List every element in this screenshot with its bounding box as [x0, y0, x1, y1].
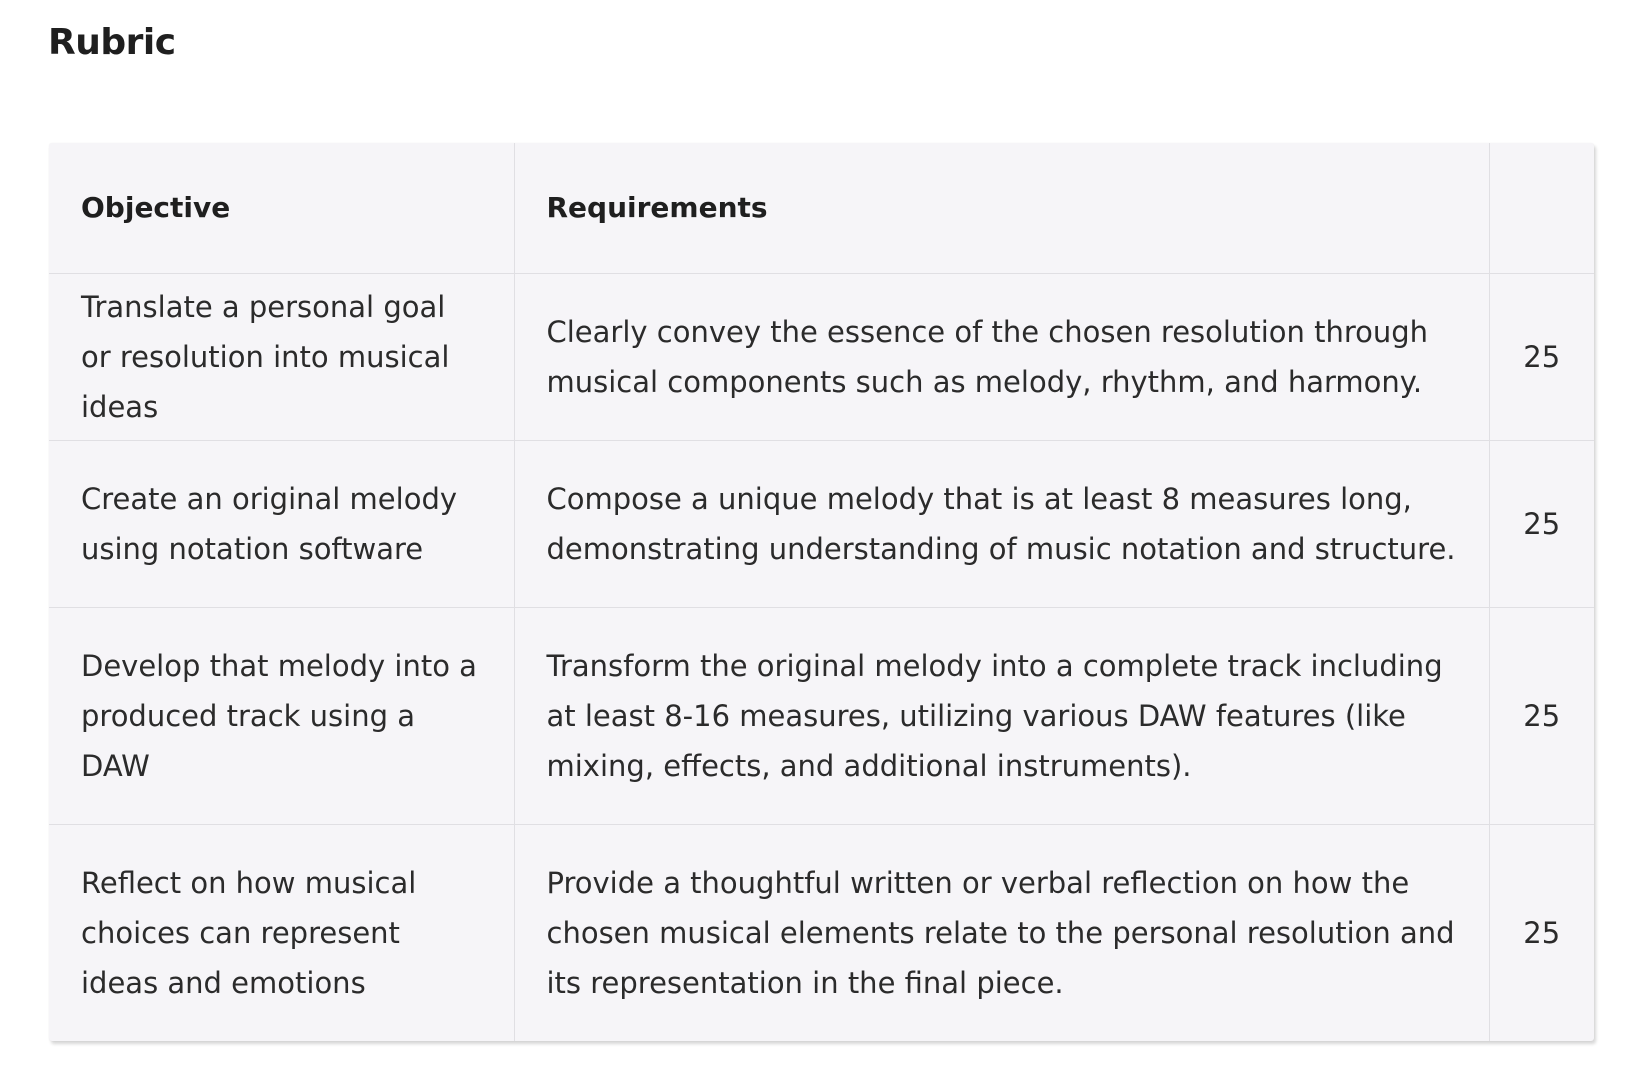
page-title: Rubric — [48, 22, 176, 63]
points-cell: 25 — [1523, 916, 1561, 950]
points-cell: 25 — [1489, 441, 1594, 608]
column-header-requirements: Requirements — [514, 143, 1489, 274]
rubric-table-container — [49, 143, 1594, 1041]
table-row — [49, 825, 1594, 1042]
table-row — [49, 441, 1594, 608]
table-header-row — [49, 143, 1594, 274]
points-cell: 25 — [1489, 608, 1594, 825]
objective-cell: Create an original melody using notation software — [49, 441, 514, 608]
table-row — [49, 274, 1594, 441]
objective-cell: Translate a personal goal or resolution into musical ideas — [49, 274, 514, 441]
rubric-table — [49, 143, 1594, 1041]
objective-cell: Develop that melody into a produced track using a DAW — [49, 608, 514, 825]
requirements-cell: Transform the original melody into a complete track including at least 8-16 measures, utilizing various DAW features (like mixing, effects, and additional instruments). — [514, 608, 1489, 825]
requirements-cell: Provide a thoughtful written or verbal reflection on how the chosen musical elements relate to the personal resolution and its representation in the final piece. — [514, 825, 1489, 1042]
column-header-objective: Objective — [49, 143, 514, 274]
objective-cell: Reflect on how musical choices can represent ideas and emotions — [49, 825, 514, 1042]
column-header-points — [1489, 143, 1594, 274]
requirements-cell: Clearly convey the essence of the chosen resolution through musical components such as melody, rhythm, and harmony. — [514, 274, 1489, 441]
table-row — [49, 608, 1594, 825]
points-cell: 25 — [1489, 274, 1594, 441]
requirements-cell: Compose a unique melody that is at least 8 measures long, demonstrating understanding of music notation and structure. — [514, 441, 1489, 608]
